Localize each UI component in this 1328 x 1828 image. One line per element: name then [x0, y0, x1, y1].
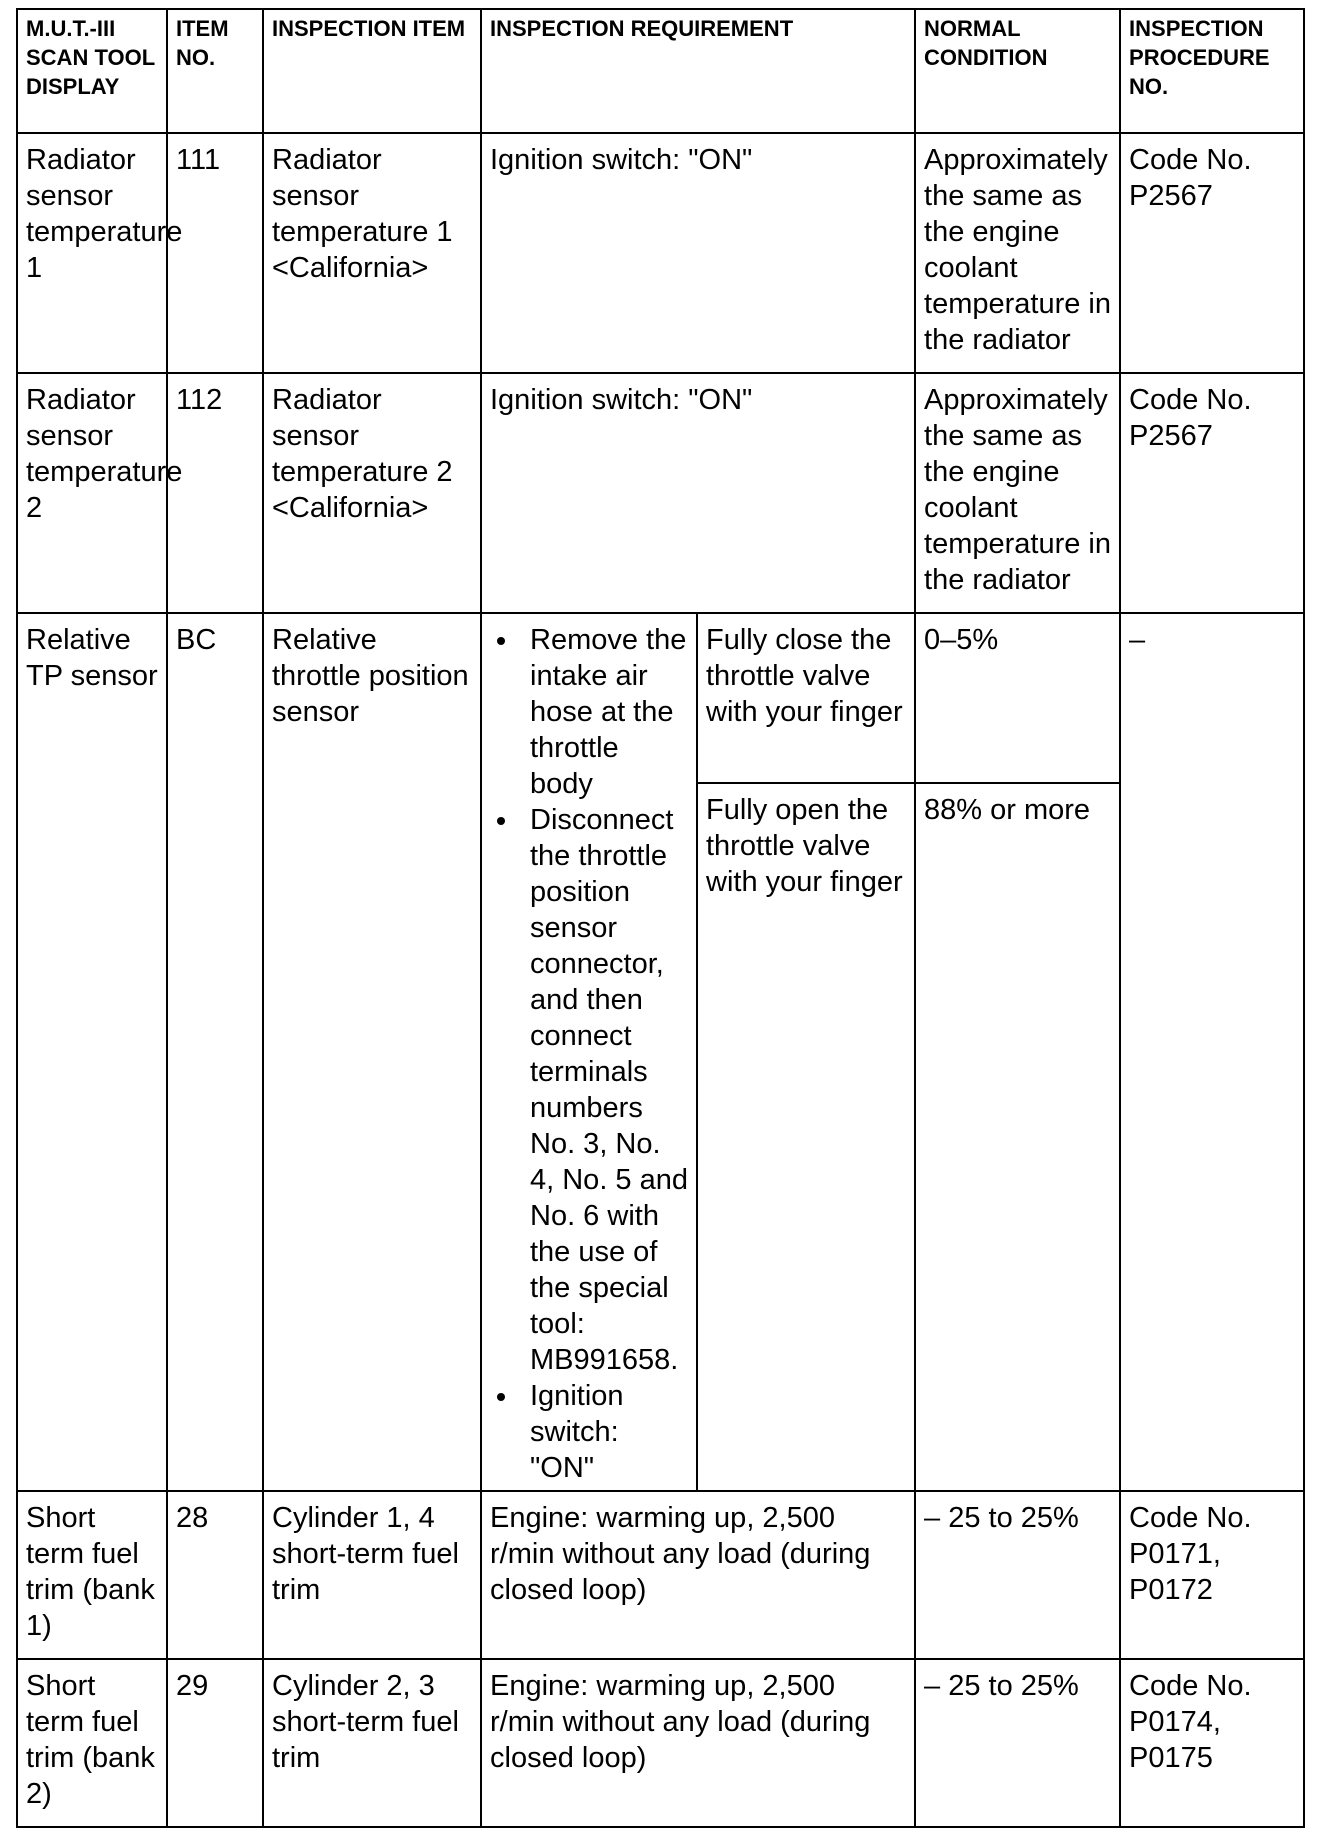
cell-condition-open: Fully open the throttle valve with your finger [697, 783, 915, 1491]
cell-item-no: 28 [167, 1491, 263, 1659]
table-row [17, 613, 1304, 783]
cell-requirement: Engine: warming up, 2,500 r/min without any load (during closed loop) [481, 1659, 915, 1827]
header-display: M.U.T.-III SCAN TOOL DISPLAY [17, 9, 167, 133]
cell-normal: Approximately the same as the engine coolant temperature in the radiator [915, 133, 1120, 373]
cell-requirement-steps [481, 613, 697, 1491]
cell-procedure: Code No. P2567 [1120, 133, 1304, 373]
cell-requirement: Engine: warming up, 2,500 r/min without any load (during closed loop) [481, 1491, 915, 1659]
cell-normal-open: 88% or more [915, 783, 1120, 1491]
cell-normal: Approximately the same as the engine coolant temperature in the radiator [915, 373, 1120, 613]
cell-item-no: 112 [167, 373, 263, 613]
table-row [17, 1491, 1304, 1659]
cell-item: Relative throttle position sensor [263, 613, 481, 1491]
header-item-no: ITEM NO. [167, 9, 263, 133]
cell-normal: – 25 to 25% [915, 1659, 1120, 1827]
cell-requirement: Ignition switch: "ON" [481, 133, 915, 373]
header-item: INSPECTION ITEM [263, 9, 481, 133]
cell-display: Radiator sensor temperature 2 [17, 373, 167, 613]
cell-display: Short term fuel trim (bank 1) [17, 1491, 167, 1659]
cell-item: Cylinder 2, 3 short-term fuel trim [263, 1659, 481, 1827]
inspection-table [16, 8, 1305, 1828]
header-procedure: INSPECTION PROCEDURE NO. [1120, 9, 1304, 133]
table-row [17, 1659, 1304, 1827]
cell-normal-close: 0–5% [915, 613, 1120, 783]
list-item: • Disconnect the throttle position sensor connector, and then connect terminals numbers No. 3, No. 4, No. 5 and No. 6 with the use of the special tool: MB991658. [520, 802, 688, 1378]
header-normal: NORMAL CONDITION [915, 9, 1120, 133]
list-item: • Remove the intake air hose at the throttle body [520, 622, 688, 802]
cell-display: Short term fuel trim (bank 2) [17, 1659, 167, 1827]
cell-display: Relative TP sensor [17, 613, 167, 1491]
table-row [17, 133, 1304, 373]
cell-procedure: Code No. P0171, P0172 [1120, 1491, 1304, 1659]
cell-item: Radiator sensor temperature 2 <California> [263, 373, 481, 613]
cell-procedure: Code No. P0174, P0175 [1120, 1659, 1304, 1827]
cell-item: Cylinder 1, 4 short-term fuel trim [263, 1491, 481, 1659]
cell-item-no: BC [167, 613, 263, 1491]
cell-procedure: Code No. P2567 [1120, 373, 1304, 613]
cell-requirement: Ignition switch: "ON" [481, 373, 915, 613]
cell-procedure: – [1120, 613, 1304, 1491]
requirement-bullet-list [490, 622, 688, 1486]
header-requirement: INSPECTION REQUIREMENT [481, 9, 915, 133]
cell-item: Radiator sensor temperature 1 <California> [263, 133, 481, 373]
cell-condition-close: Fully close the throttle valve with your finger [697, 613, 915, 783]
cell-display: Radiator sensor temperature 1 [17, 133, 167, 373]
cell-item-no: 29 [167, 1659, 263, 1827]
header-row [17, 9, 1304, 133]
cell-item-no: 111 [167, 133, 263, 373]
list-item: • Ignition switch: "ON" [520, 1378, 688, 1486]
table-row [17, 373, 1304, 613]
cell-normal: – 25 to 25% [915, 1491, 1120, 1659]
